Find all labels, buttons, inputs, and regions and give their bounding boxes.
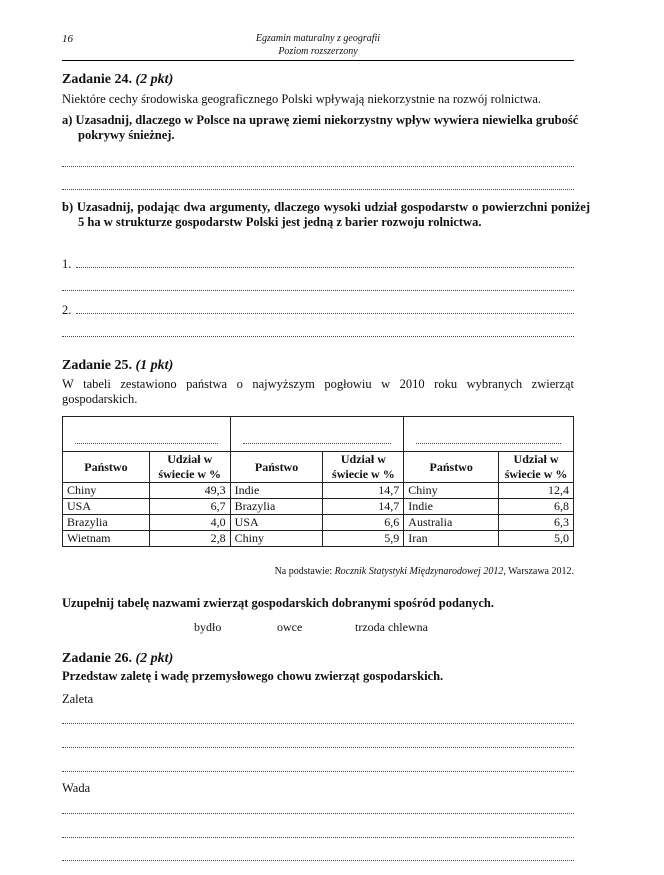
option-pigs: trzoda chlewna — [355, 620, 428, 634]
answer-line[interactable] — [62, 289, 574, 291]
answer-line[interactable] — [62, 770, 574, 772]
share-cell: 4,0 — [149, 515, 230, 531]
answer-line[interactable] — [76, 266, 574, 268]
label-disadvantage: Wada — [62, 781, 91, 795]
task25-instruction: Uzupełnij tabelę nazwami zwierząt gospodarskich dobranymi spośród podanych. — [62, 596, 494, 610]
task25-title — [62, 358, 173, 374]
task24-points: (2 pkt) — [135, 72, 174, 87]
animal-name-blank-3[interactable] — [404, 417, 574, 452]
country-cell: Chiny — [230, 531, 323, 547]
task26-title — [62, 651, 173, 667]
col-country: Państwo — [63, 452, 150, 483]
country-cell: USA — [230, 515, 323, 531]
country-cell: Indie — [230, 483, 323, 499]
share-cell: 5,9 — [323, 531, 404, 547]
col-country: Państwo — [230, 452, 323, 483]
source-suffix: , Warszawa 2012. — [503, 566, 574, 577]
table-row — [63, 499, 574, 515]
livestock-table — [62, 416, 574, 547]
answer-line[interactable] — [62, 722, 574, 724]
share-cell: 6,7 — [149, 499, 230, 515]
col-share: Udział w świecie w % — [149, 452, 230, 483]
answer-line[interactable] — [62, 859, 574, 861]
animal-name-blank-1[interactable] — [63, 417, 231, 452]
answer-line[interactable] — [62, 746, 574, 748]
table-row — [63, 515, 574, 531]
label-advantage: Zaleta — [62, 692, 94, 706]
share-cell: 12,4 — [499, 483, 574, 499]
col-share: Udział w świecie w % — [499, 452, 574, 483]
table-row — [63, 483, 574, 499]
source-prefix: Na podstawie: — [274, 566, 335, 577]
option-sheep: owce — [277, 620, 303, 634]
country-cell: USA — [63, 499, 150, 515]
answer-line[interactable] — [62, 165, 574, 167]
option-cattle: bydło — [194, 620, 222, 634]
answer-number-1: 1. — [62, 257, 72, 271]
task25-points: (1 pkt) — [135, 358, 174, 373]
country-cell: Australia — [404, 515, 499, 531]
table-row — [63, 531, 574, 547]
share-cell: 6,8 — [499, 499, 574, 515]
header-rule — [62, 60, 574, 61]
task24-title — [62, 72, 173, 88]
share-cell: 6,6 — [323, 515, 404, 531]
header-subtitle: Poziom rozszerzony — [278, 46, 358, 57]
table-header-row — [63, 452, 574, 483]
header-title: Egzamin maturalny z geografii — [255, 33, 381, 44]
share-cell: 2,8 — [149, 531, 230, 547]
page-number: 16 — [62, 33, 73, 45]
task24-question-a: a) Uzasadnij, dlaczego w Polsce na uprawę ziemi niekorzystny wpływ wywiera niewielka grubość pokrywy śnieżnej. — [62, 113, 579, 142]
answer-line[interactable] — [76, 312, 574, 314]
answer-line[interactable] — [62, 335, 574, 337]
answer-number-2: 2. — [62, 303, 72, 317]
country-cell: Wietnam — [63, 531, 150, 547]
share-cell: 6,3 — [499, 515, 574, 531]
answer-line[interactable] — [62, 188, 574, 190]
country-cell: Iran — [404, 531, 499, 547]
col-share: Udział w świecie w % — [323, 452, 404, 483]
animal-name-blank-2[interactable] — [230, 417, 404, 452]
source-title: Rocznik Statystyki Międzynarodowej 2012 — [334, 566, 504, 577]
share-cell: 49,3 — [149, 483, 230, 499]
country-cell: Brazylia — [63, 515, 150, 531]
task24-question-b: b) Uzasadnij, podając dwa argumenty, dlaczego wysoki udział gospodarstw o powierzchni poniżej 5 ha w strukturze gospodarstw Polski jest jedną z barier rozwoju rolnictwa. — [62, 200, 590, 229]
table-blank-row — [63, 417, 574, 452]
country-cell: Chiny — [404, 483, 499, 499]
answer-line[interactable] — [62, 836, 574, 838]
country-cell: Brazylia — [230, 499, 323, 515]
country-cell: Chiny — [63, 483, 150, 499]
task26-number: Zadanie 26. — [62, 651, 133, 666]
col-country: Państwo — [404, 452, 499, 483]
share-cell: 14,7 — [323, 499, 404, 515]
task25-intro: W tabeli zestawiono państwa o najwyższym pogłowiu w 2010 roku wybranych zwierząt gospodarskich. — [62, 377, 574, 406]
task25-number: Zadanie 25. — [62, 358, 133, 373]
country-cell: Indie — [404, 499, 499, 515]
task26-instruction: Przedstaw zaletę i wadę przemysłowego chowu zwierząt gospodarskich. — [62, 669, 444, 683]
answer-line[interactable] — [62, 812, 574, 814]
task24-number: Zadanie 24. — [62, 72, 133, 87]
table-source — [62, 566, 574, 577]
share-cell: 14,7 — [323, 483, 404, 499]
task24-intro: Niektóre cechy środowiska geograficznego Polski wpływają niekorzystnie na rozwój rolnictwa. — [62, 92, 542, 106]
task26-points: (2 pkt) — [135, 651, 174, 666]
share-cell: 5,0 — [499, 531, 574, 547]
